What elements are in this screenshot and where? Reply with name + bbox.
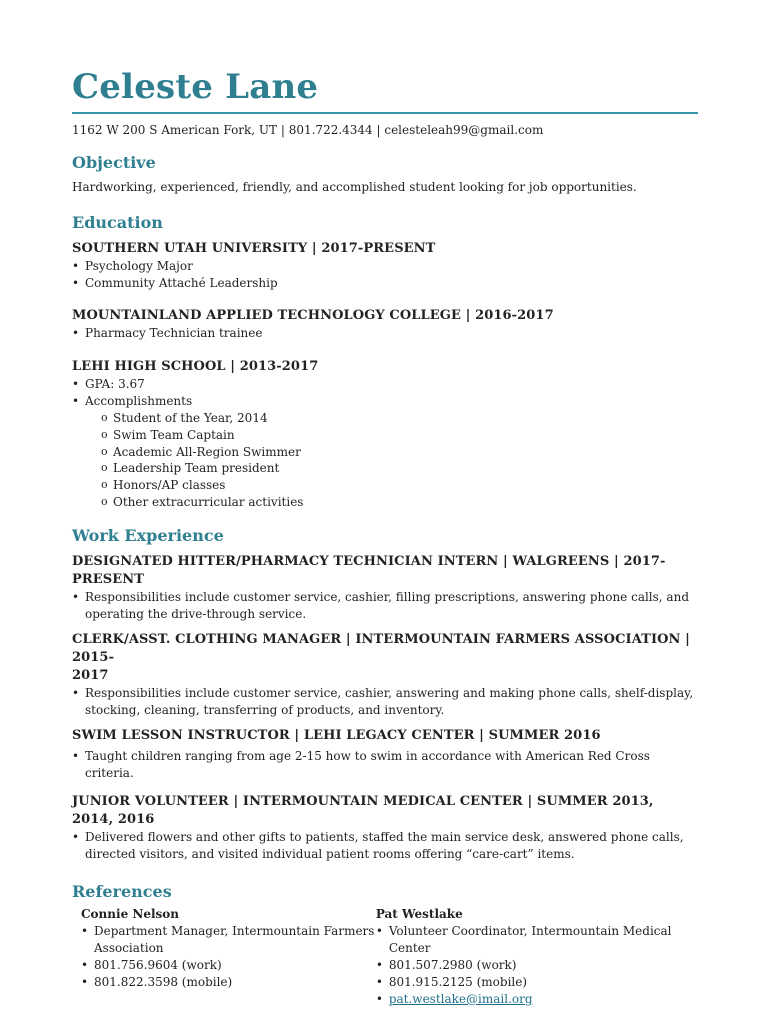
school-details <box>72 258 698 292</box>
list-item: • Volunteer Coordinator, Intermountain Medical Center <box>376 923 698 957</box>
header-divider <box>72 112 698 114</box>
reference-role-line: • Department Manager, Intermountain Farmers <box>94 923 375 938</box>
contact-line: 1162 W 200 S American Fork, UT | 801.722.4344 | celesteleah99@gmail.com <box>72 123 544 137</box>
references-columns <box>81 905 698 1008</box>
job-description-line: stocking, cleaning, transferring of products, and inventory. <box>85 702 445 717</box>
reference-name: Connie Nelson <box>81 906 180 921</box>
work-experience-title: Work Experience <box>72 525 224 545</box>
education-title: Education <box>72 213 163 232</box>
school-heading: MOUNTAINLAND APPLIED TECHNOLOGY COLLEGE | 2016-2017 <box>72 308 554 323</box>
list-item: • GPA: 3.67 <box>72 376 698 393</box>
school-heading: LEHI HIGH SCHOOL | 2013-2017 <box>72 359 319 374</box>
sub-list-item: o Academic All-Region Swimmer <box>101 444 698 461</box>
resume-name: Celeste Lane <box>72 67 319 107</box>
job-heading: DESIGNATED HITTER/PHARMACY TECHNICIAN INTERN | WALGREENS | 2017-PRESENT <box>72 553 666 587</box>
objective-title: Objective <box>72 153 156 172</box>
job-heading: SWIM LESSON INSTRUCTOR | LEHI LEGACY CENTER | SUMMER 2016 <box>72 727 601 743</box>
objective-text: Hardworking, experienced, friendly, and accomplished student looking for job opportunities. <box>72 180 637 194</box>
references-title: References <box>72 881 172 901</box>
sub-list-item: o Leadership Team president <box>101 460 698 477</box>
list-item: • Community Attaché Leadership <box>72 275 698 292</box>
job-heading-line: CLERK/ASST. CLOTHING MANAGER | INTERMOUNTAIN FARMERS ASSOCIATION | 2015- <box>72 631 690 665</box>
job-heading-line: 2017 <box>72 667 109 683</box>
accomplishments-label: Accomplishments <box>85 394 193 408</box>
reference-name: Pat Westlake <box>375 906 463 921</box>
job-description-line: • Responsibilities include customer service, cashier, filling prescriptions, answering phone calls, and <box>85 589 689 604</box>
list-item <box>376 991 698 1008</box>
job-details <box>72 685 698 719</box>
list-item <box>72 393 698 511</box>
job-description-line: • Responsibilities include customer service, cashier, answering and making phone calls, shelf-display, <box>85 685 694 700</box>
job-heading <box>72 631 698 685</box>
list-item: • Psychology Major <box>72 258 698 275</box>
list-item: • 801.756.9604 (work) <box>81 957 376 974</box>
school-details <box>72 376 698 511</box>
list-item <box>72 685 698 719</box>
reference-card <box>376 905 698 1008</box>
list-item: • Taught children ranging from age 2-15 how to swim in accordance with American Red Cross criteria. <box>72 748 698 782</box>
resume-page <box>72 64 698 1008</box>
job-details <box>72 748 698 782</box>
reference-email-link[interactable]: pat.westlake@imail.org <box>388 991 533 1006</box>
school-heading: SOUTHERN UTAH UNIVERSITY | 2017-PRESENT <box>72 241 436 256</box>
job-details <box>72 829 698 863</box>
job-description-line: operating the drive-through service. <box>85 606 307 621</box>
list-item <box>72 829 698 863</box>
school-details <box>72 325 698 342</box>
accomplishments-list <box>101 410 698 511</box>
reference-role-line: Association <box>94 940 164 955</box>
job-heading: JUNIOR VOLUNTEER | INTERMOUNTAIN MEDICAL CENTER | SUMMER 2013, 2014, 2016 <box>72 793 654 827</box>
job-details <box>72 589 698 623</box>
reference-details <box>81 923 376 991</box>
sub-list-item: o Student of the Year, 2014 <box>101 410 698 427</box>
list-item <box>72 589 698 623</box>
sub-list-item: o Other extracurricular activities <box>101 494 698 511</box>
list-item: • 801.822.3598 (mobile) <box>81 974 376 991</box>
list-item <box>81 923 376 957</box>
sub-list-item: o Honors/AP classes <box>101 477 698 494</box>
list-item: • Pharmacy Technician trainee <box>72 325 698 342</box>
sub-list-item: o Swim Team Captain <box>101 427 698 444</box>
list-item: • 801.915.2125 (mobile) <box>376 974 698 991</box>
reference-card <box>81 905 376 1008</box>
list-item: • 801.507.2980 (work) <box>376 957 698 974</box>
reference-details <box>376 923 698 1008</box>
job-description-line: directed visitors, and visited individual patient rooms offering “care-cart” items. <box>85 846 575 861</box>
job-description-line: • Delivered flowers and other gifts to patients, staffed the main service desk, answered phone calls, <box>85 829 684 844</box>
